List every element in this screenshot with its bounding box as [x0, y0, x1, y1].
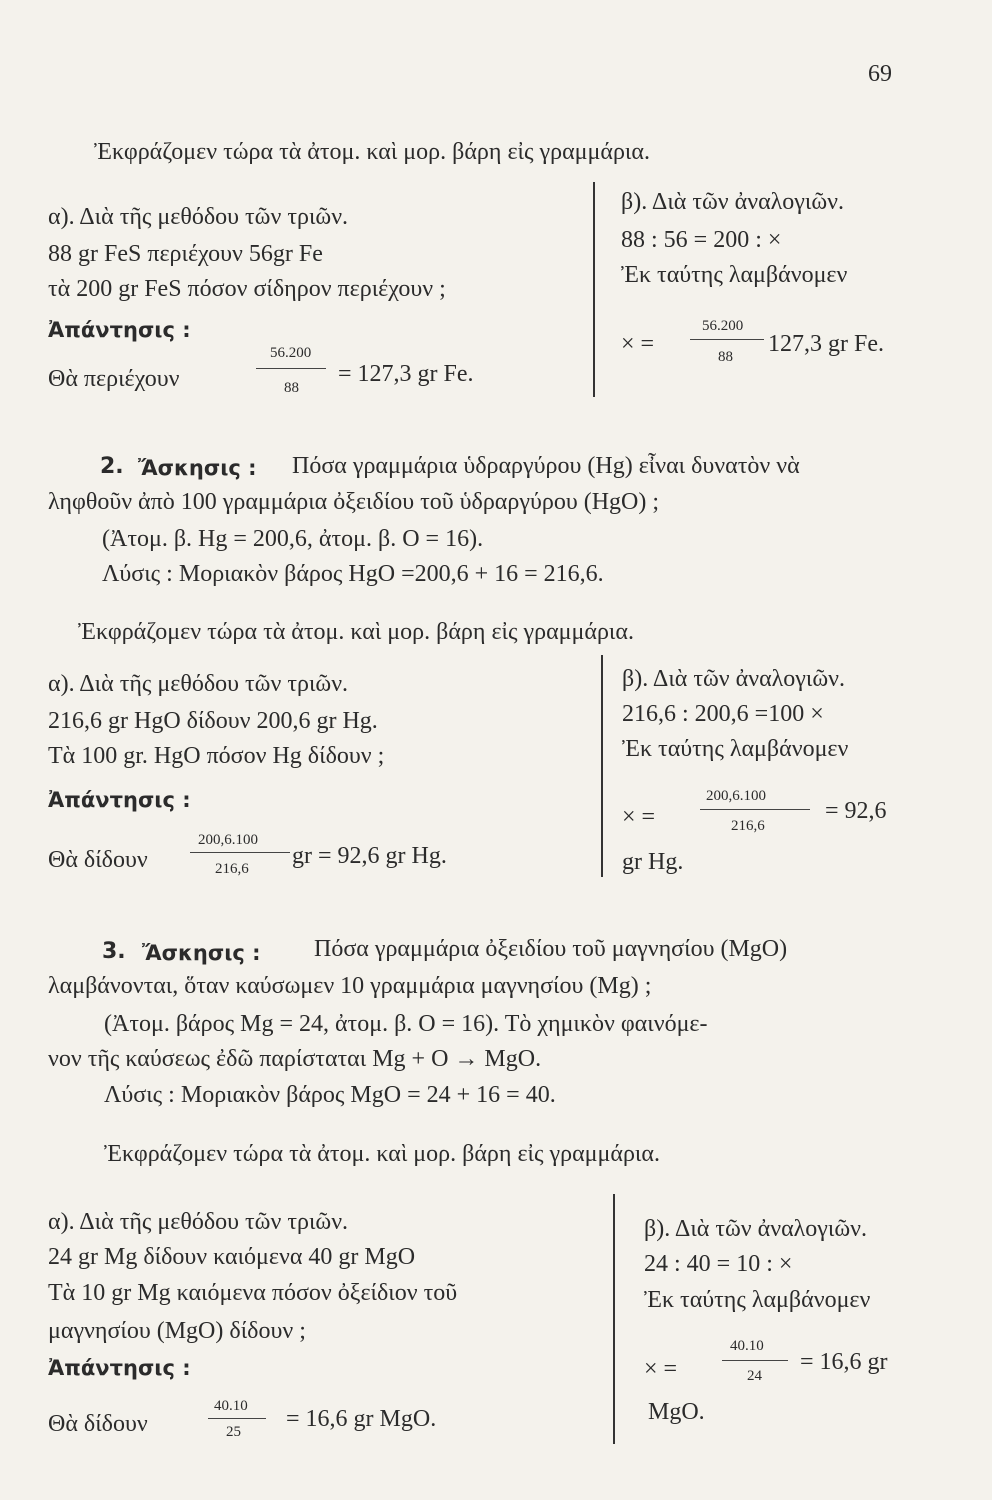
ex2-label: Ἄσκησις :	[138, 456, 257, 480]
ex1-right-line2: Ἐκ ταύτης λαμβάνομεν	[621, 262, 848, 288]
ex2-left-frac-num: 200,6.100	[198, 832, 258, 848]
ex2-right-line1: 216,6 : 200,6 =100 ×	[622, 701, 824, 727]
ex1-divider	[593, 182, 595, 397]
ex1-right-frac-bar	[690, 339, 764, 340]
ex3-left-line1: 24 gr Mg δίδουν καιόμενα 40 gr MgO	[48, 1244, 416, 1270]
ex1-intro: Ἐκφράζομεν τώρα τὰ ἀτομ. καὶ μορ. βάρη εἰς γραμμάρια.	[94, 139, 650, 165]
ex2-given: (Ἀτομ. β. Hg = 200,6, ἀτομ. β. O = 16).	[102, 526, 484, 552]
ex1-answer-label: Ἀπάντησις :	[48, 318, 191, 342]
ex3-right-result2: MgO.	[648, 1399, 705, 1425]
ex3-right-frac-num: 40.10	[730, 1338, 764, 1354]
ex3-given1: (Ἀτομ. βάρος Mg = 24, ἀτομ. β. O = 16). Τὸ χημικὸν φαινόμε-	[104, 1011, 708, 1037]
ex1-left-frac-den: 88	[284, 380, 299, 396]
ex2-right-frac-den: 216,6	[731, 818, 765, 834]
ex1-left-frac-bar	[256, 368, 326, 369]
ex3-left-line3: μαγνησίου (MgO) δίδουν ;	[48, 1318, 306, 1344]
ex3-right-method: β). Διὰ τῶν ἀναλογιῶν.	[644, 1216, 867, 1242]
ex3-right-x-eq: × =	[644, 1356, 678, 1382]
ex2-solution: Λύσις : Μοριακὸν βάρος HgO =200,6 + 16 = 216,6.	[102, 561, 604, 587]
ex1-answer-prefix: Θὰ περιέχουν	[48, 366, 180, 392]
ex3-left-frac-den: 25	[226, 1424, 241, 1440]
ex3-right-line2: Ἐκ ταύτης λαμβάνομεν	[644, 1287, 871, 1313]
ex2-statement2: ληφθοῦν ἀπὸ 100 γραμμάρια ὀξειδίου τοῦ ὑδραργύρου (HgO) ;	[48, 489, 660, 515]
ex3-right-frac-den: 24	[747, 1368, 762, 1384]
ex2-left-frac-bar	[190, 852, 290, 853]
ex3-right-line1: 24 : 40 = 10 : ×	[644, 1251, 793, 1277]
ex2-statement1: Πόσα γραμμάρια ὑδραργύρου (Hg) εἶναι δυνατὸν νὰ	[292, 453, 800, 479]
ex3-left-line2: Τὰ 10 gr Mg καιόμενα πόσον ὀξείδιον τοῦ	[48, 1280, 458, 1306]
ex2-right-result2: gr Hg.	[622, 849, 684, 875]
ex3-left-result: = 16,6 gr MgO.	[286, 1406, 437, 1432]
ex2-left-result: gr = 92,6 gr Hg.	[292, 843, 447, 869]
ex1-right-frac-num: 56.200	[702, 318, 744, 334]
ex2-divider	[601, 655, 603, 877]
ex2-right-frac-bar	[700, 809, 810, 810]
ex1-left-frac-num: 56.200	[270, 345, 312, 361]
ex3-label: Ἄσκησις :	[142, 941, 261, 965]
ex3-statement1: Πόσα γραμμάρια ὀξειδίου τοῦ μαγνησίου (MgO)	[314, 936, 788, 962]
ex2-answer-label: Ἀπάντησις :	[48, 788, 191, 812]
ex2-right-line2: Ἐκ ταύτης λαμβάνομεν	[622, 736, 849, 762]
ex1-left-result: = 127,3 gr Fe.	[338, 361, 474, 387]
ex1-right-method: β). Διὰ τῶν ἀναλογιῶν.	[621, 189, 844, 215]
ex1-left-line2: τὰ 200 gr FeS πόσον σίδηρον περιέχουν ;	[48, 276, 446, 302]
ex2-left-method: α). Διὰ τῆς μεθόδου τῶν τριῶν.	[48, 671, 349, 697]
ex1-right-x-eq: × =	[621, 331, 655, 357]
ex3-intro: Ἐκφράζομεν τώρα τὰ ἀτομ. καὶ μορ. βάρη εἰς γραμμάρια.	[104, 1141, 660, 1167]
ex3-statement2: λαμβάνονται, ὅταν καύσωμεν 10 γραμμάρια μαγνησίου (Mg) ;	[48, 973, 652, 999]
ex2-left-frac-den: 216,6	[215, 861, 249, 877]
ex1-left-method: α). Διὰ τῆς μεθόδου τῶν τριῶν.	[48, 204, 349, 230]
page-number: 69	[868, 61, 892, 87]
ex1-right-frac-den: 88	[718, 349, 733, 365]
ex2-right-frac-num: 200,6.100	[706, 788, 766, 804]
ex3-answer-prefix: Θὰ δίδουν	[48, 1411, 148, 1437]
ex3-left-frac-bar	[208, 1418, 266, 1419]
ex1-right-result: 127,3 gr Fe.	[768, 331, 884, 357]
ex2-intro: Ἐκφράζομεν τώρα τὰ ἀτομ. καὶ μορ. βάρη εἰς γραμμάρια.	[78, 619, 634, 645]
ex3-given2: νον τῆς καύσεως ἐδῶ παρίσταται Mg + O → MgO.	[48, 1046, 542, 1072]
ex3-right-frac-bar	[722, 1360, 788, 1361]
ex3-divider	[613, 1194, 615, 1444]
ex2-right-x-eq: × =	[622, 804, 656, 830]
ex1-left-line1: 88 gr FeS περιέχουν 56gr Fe	[48, 241, 323, 267]
ex2-number: 2.	[100, 454, 124, 479]
ex2-right-result: = 92,6	[825, 798, 887, 824]
ex3-right-result: = 16,6 gr	[800, 1349, 888, 1375]
ex3-answer-label: Ἀπάντησις :	[48, 1356, 191, 1380]
ex2-left-line2: Τὰ 100 gr. HgO πόσον Hg δίδουν ;	[48, 743, 385, 769]
ex3-left-frac-num: 40.10	[214, 1398, 248, 1414]
ex2-left-line1: 216,6 gr HgO δίδουν 200,6 gr Hg.	[48, 708, 378, 734]
ex2-answer-prefix: Θὰ δίδουν	[48, 847, 148, 873]
ex3-number: 3.	[102, 939, 126, 964]
ex3-solution: Λύσις : Μοριακὸν βάρος MgO = 24 + 16 = 40.	[104, 1082, 556, 1108]
ex3-left-method: α). Διὰ τῆς μεθόδου τῶν τριῶν.	[48, 1209, 349, 1235]
ex2-right-method: β). Διὰ τῶν ἀναλογιῶν.	[622, 666, 845, 692]
ex1-right-line1: 88 : 56 = 200 : ×	[621, 227, 782, 253]
